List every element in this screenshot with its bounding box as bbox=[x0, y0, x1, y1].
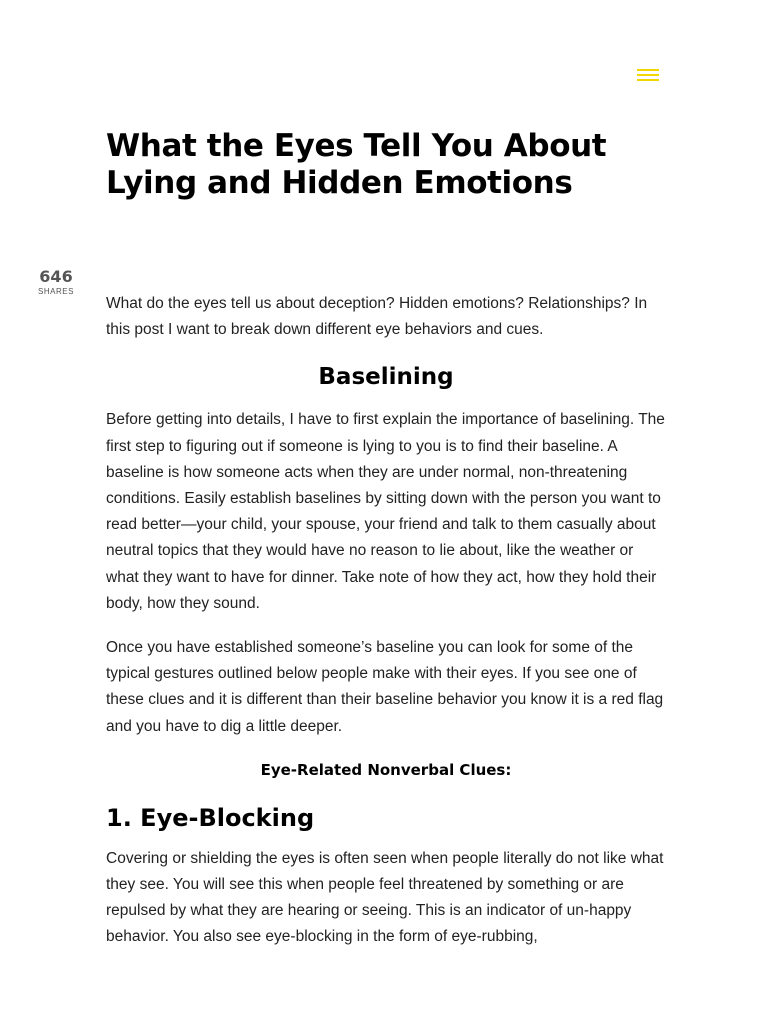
body-paragraph-1: Before getting into details, I have to first explain the importance of baselining. The first step to figuring out if someone is lying to you is to find their baseline. A baseline is how someone acts when they are under normal, non-threatening conditions. Easily establish baselines by sitting down with the person you want to read better—your child, your spouse, your friend and talk to them casually about neutral topics that they would have no reason to lie about, like the weather or what they want to have for dinner. Take note of how they act, how they hold their body, how they sound. bbox=[106, 411, 665, 612]
body-paragraph-2: Once you have established someone’s baseline you can look for some of the typical gestures outlined below people make with their eyes. If you see one of these clues and it is different than their baseline behavior you know it is a red flag and you have to dig a little deeper. bbox=[106, 639, 664, 735]
section-heading-baselining: Baselining bbox=[318, 364, 454, 391]
article-body bbox=[106, 291, 666, 969]
clues-subheading: Eye-Related Nonverbal Clues: bbox=[260, 760, 512, 779]
share-count-number: 646 bbox=[39, 267, 73, 286]
page-title: What the Eyes Tell You About Lying and Hidden Emotions bbox=[106, 128, 607, 201]
body-paragraph-3: Covering or shielding the eyes is often seen when people literally do not like what they see. You will see this when people feel threatened by something or are repulsed by what they are hearing or seeing. This is an indicator of un-happy behavior. You also see eye-blocking in the form of eye-rubbing, bbox=[106, 849, 664, 946]
hamburger-menu-icon[interactable] bbox=[637, 66, 659, 86]
share-count-label: SHARES bbox=[38, 287, 74, 296]
intro-paragraph: What do the eyes tell us about deception? Hidden emotions? Relationships? In this post I want to break down different eye behaviors and cues. bbox=[106, 295, 648, 339]
share-counter[interactable] bbox=[36, 266, 76, 296]
numbered-heading-eye-blocking: 1. Eye-Blocking bbox=[106, 803, 315, 832]
